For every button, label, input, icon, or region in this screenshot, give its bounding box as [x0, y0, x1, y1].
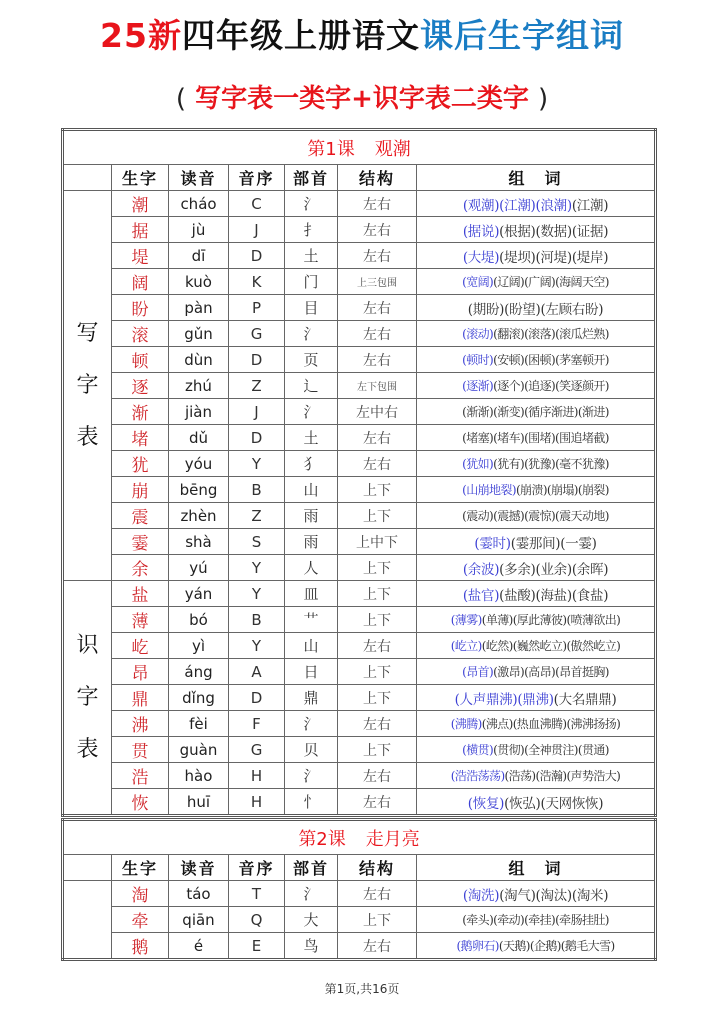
highlighted-words: (鹅卵石)	[456, 939, 499, 953]
pinyin: pàn	[169, 295, 229, 321]
words: (贯彻)(全神贯注)(贯通)	[493, 743, 609, 757]
phonetic-order: J	[229, 217, 285, 243]
lesson-title-row	[63, 130, 656, 165]
word-group	[417, 503, 656, 529]
structure: 上下	[338, 685, 417, 711]
radical: 日	[285, 659, 338, 685]
structure: 上下	[338, 659, 417, 685]
new-character: 阔	[112, 269, 169, 295]
words: (堵塞)(堵车)(围堵)(围追堵截)	[462, 431, 609, 445]
group-label-char: 写	[76, 320, 99, 346]
radical: 氵	[285, 763, 338, 789]
highlighted-words: (霎时)	[474, 535, 511, 552]
highlighted-words: (昂首)	[462, 665, 494, 679]
new-character: 据	[112, 217, 169, 243]
words: (屹然)(巍然屹立)(傲然屹立)	[481, 639, 621, 653]
radical: 雨	[285, 503, 338, 529]
new-character: 屹	[112, 633, 169, 659]
word-group	[417, 581, 656, 607]
radical: 山	[285, 477, 338, 503]
structure: 左右	[338, 633, 417, 659]
phonetic-order: K	[229, 269, 285, 295]
table-row	[63, 477, 656, 503]
table-row	[63, 347, 656, 373]
table-row	[63, 321, 656, 347]
structure: 左右	[338, 789, 417, 816]
new-character: 犹	[112, 451, 169, 477]
highlighted-words: (薄雾)	[450, 613, 482, 627]
pinyin: bēng	[169, 477, 229, 503]
pinyin: jiàn	[169, 399, 229, 425]
words: (翻滚)(滚落)(滚瓜烂熟)	[493, 327, 609, 341]
structure: 左右	[338, 881, 417, 907]
structure: 上下	[338, 503, 417, 529]
phonetic-order: H	[229, 763, 285, 789]
radical: 页	[285, 347, 338, 373]
structure: 左右	[338, 321, 417, 347]
words: (崩溃)(崩塌)(崩裂)	[515, 483, 609, 497]
table-row	[63, 503, 656, 529]
title-topic: 课后生字组词	[419, 16, 624, 55]
phonetic-order: Q	[229, 907, 285, 933]
structure: 左右	[338, 711, 417, 737]
subtitle-text: 写字表一类字+识字表二类字	[195, 84, 529, 114]
phonetic-order: D	[229, 425, 285, 451]
highlighted-words: (山崩地裂)	[462, 483, 516, 497]
radical: 大	[285, 907, 338, 933]
pinyin: dǔ	[169, 425, 229, 451]
structure: 上三包围	[338, 269, 417, 295]
phonetic-order: Y	[229, 633, 285, 659]
structure: 上下	[338, 581, 417, 607]
highlighted-words: (宽阔)	[462, 275, 494, 289]
words: (堤坝)(河堤)(堤岸)	[499, 249, 609, 266]
radical: 忄	[285, 789, 338, 816]
radical: 土	[285, 425, 338, 451]
highlighted-words: (淘洗)	[462, 887, 500, 904]
words: (牵头)(牵动)(牵挂)(牵肠挂肚)	[462, 913, 609, 927]
phonetic-order: G	[229, 737, 285, 763]
pinyin: yì	[169, 633, 229, 659]
column-header: 生字	[112, 855, 169, 881]
new-character: 牵	[112, 907, 169, 933]
structure: 左下包围	[338, 373, 417, 399]
phonetic-order: Y	[229, 581, 285, 607]
title-year: 25新	[100, 16, 182, 55]
lesson-number: 第2课	[298, 828, 346, 850]
structure: 上下	[338, 555, 417, 581]
radical: 氵	[285, 711, 338, 737]
highlighted-words: (顿时)	[462, 353, 494, 367]
pinyin: é	[169, 933, 229, 960]
phonetic-order: Y	[229, 555, 285, 581]
new-character: 潮	[112, 191, 169, 217]
word-group	[417, 555, 656, 581]
new-character: 盐	[112, 581, 169, 607]
words: (逐个)(追逐)(笑逐颜开)	[493, 379, 609, 393]
lesson-title	[63, 820, 656, 855]
word-group	[417, 425, 656, 451]
radical: 犭	[285, 451, 338, 477]
pinyin: dī	[169, 243, 229, 269]
column-header: 音序	[229, 855, 285, 881]
phonetic-order: H	[229, 789, 285, 816]
table-row	[63, 789, 656, 816]
phonetic-order: T	[229, 881, 285, 907]
column-header-row	[63, 855, 656, 881]
column-header: 结构	[338, 855, 417, 881]
table-row	[63, 763, 656, 789]
phonetic-order: J	[229, 399, 285, 425]
word-group	[417, 373, 656, 399]
phonetic-order: Z	[229, 373, 285, 399]
structure: 上下	[338, 907, 417, 933]
word-group	[417, 737, 656, 763]
radical: 氵	[285, 881, 338, 907]
word-group	[417, 907, 656, 933]
table-row	[63, 933, 656, 960]
new-character: 沸	[112, 711, 169, 737]
lesson-name: 走月亮	[365, 828, 420, 850]
words: (辽阔)(广阔)(海阔天空)	[493, 275, 609, 289]
word-group	[417, 191, 656, 217]
words: (渐渐)(渐变)(循序渐进)(渐进)	[462, 405, 609, 419]
words: (根据)(数据)(证据)	[499, 223, 609, 240]
phonetic-order: D	[229, 685, 285, 711]
table-row	[63, 555, 656, 581]
word-group	[417, 607, 656, 633]
radical: 艹	[285, 607, 338, 633]
radical: 门	[285, 269, 338, 295]
word-group	[417, 881, 656, 907]
word-group	[417, 217, 656, 243]
highlighted-words: (人声鼎沸)(鼎沸)	[454, 691, 554, 708]
pinyin: qiān	[169, 907, 229, 933]
phonetic-order: D	[229, 347, 285, 373]
pinyin: guàn	[169, 737, 229, 763]
column-header: 读音	[169, 855, 229, 881]
column-header-group	[63, 855, 112, 881]
new-character: 恢	[112, 789, 169, 816]
words: (恢弘)(天网恢恢)	[504, 795, 604, 812]
new-character: 余	[112, 555, 169, 581]
structure: 左右	[338, 451, 417, 477]
structure: 上中下	[338, 529, 417, 555]
phonetic-order: B	[229, 477, 285, 503]
word-group	[417, 685, 656, 711]
new-character: 逐	[112, 373, 169, 399]
structure: 左右	[338, 243, 417, 269]
word-group	[417, 477, 656, 503]
column-header: 组 词	[417, 855, 656, 881]
pinyin: táo	[169, 881, 229, 907]
word-group	[417, 243, 656, 269]
word-group	[417, 633, 656, 659]
highlighted-words: (犹如)	[462, 457, 494, 471]
structure: 左右	[338, 347, 417, 373]
table-row	[63, 191, 656, 217]
highlighted-words: (屹立)	[450, 639, 482, 653]
phonetic-order: P	[229, 295, 285, 321]
phonetic-order: Y	[229, 451, 285, 477]
group-label-char: 表	[76, 424, 99, 450]
radical: 鸟	[285, 933, 338, 960]
word-group	[417, 399, 656, 425]
radical: 氵	[285, 399, 338, 425]
structure: 上下	[338, 607, 417, 633]
structure: 左右	[338, 933, 417, 960]
table-row	[63, 529, 656, 555]
word-group	[417, 347, 656, 373]
pinyin: dùn	[169, 347, 229, 373]
word-group	[417, 269, 656, 295]
pinyin: huī	[169, 789, 229, 816]
radical: 皿	[285, 581, 338, 607]
table-row	[63, 881, 656, 907]
pinyin: yú	[169, 555, 229, 581]
table-row	[63, 451, 656, 477]
subtitle-close-paren: )	[537, 84, 549, 114]
page-subtitle	[0, 80, 724, 118]
structure: 左右	[338, 295, 417, 321]
highlighted-words: (横贯)	[462, 743, 494, 757]
table-row	[63, 295, 656, 321]
highlighted-words: (逐渐)	[462, 379, 494, 393]
column-header-row	[63, 165, 656, 191]
pinyin: gǔn	[169, 321, 229, 347]
new-character: 鼎	[112, 685, 169, 711]
group-label-char: 字	[76, 684, 99, 710]
radical: 山	[285, 633, 338, 659]
phonetic-order: C	[229, 191, 285, 217]
table-row	[63, 581, 656, 607]
pinyin: yóu	[169, 451, 229, 477]
phonetic-order: D	[229, 243, 285, 269]
structure: 左右	[338, 763, 417, 789]
column-header: 生字	[112, 165, 169, 191]
highlighted-words: (滚动)	[462, 327, 494, 341]
table-row	[63, 217, 656, 243]
group-label	[63, 191, 112, 581]
words: (沸点)(热血沸腾)(沸沸扬扬)	[481, 717, 621, 731]
words: (多余)(业余)(余晖)	[499, 561, 609, 578]
structure: 左中右	[338, 399, 417, 425]
word-group	[417, 933, 656, 960]
lesson-number: 第1课	[307, 138, 355, 160]
highlighted-words: (浩浩荡荡)	[450, 769, 505, 783]
new-character: 顿	[112, 347, 169, 373]
lesson-title	[63, 130, 656, 165]
highlighted-words: (观潮)(江潮)(浪潮)	[462, 197, 572, 214]
pinyin: áng	[169, 659, 229, 685]
new-character: 贯	[112, 737, 169, 763]
group-label-char: 字	[76, 372, 99, 398]
lesson-name: 观潮	[374, 138, 411, 160]
radical: 氵	[285, 191, 338, 217]
pinyin: dǐng	[169, 685, 229, 711]
lesson-table-2	[61, 818, 657, 961]
highlighted-words: (恢复)	[467, 795, 505, 812]
page-number: 第1页,共16页	[324, 982, 400, 996]
group-label-char: 表	[76, 736, 99, 762]
column-header: 读音	[169, 165, 229, 191]
word-group	[417, 711, 656, 737]
table-row	[63, 907, 656, 933]
phonetic-order: Z	[229, 503, 285, 529]
highlighted-words: (大堤)	[462, 249, 500, 266]
radical: 贝	[285, 737, 338, 763]
structure: 上下	[338, 477, 417, 503]
radical: 扌	[285, 217, 338, 243]
new-character: 堵	[112, 425, 169, 451]
pinyin: zhú	[169, 373, 229, 399]
word-group	[417, 789, 656, 816]
pinyin: jù	[169, 217, 229, 243]
highlighted-words: (余波)	[462, 561, 500, 578]
words: (淘气)(淘汰)(淘米)	[499, 887, 609, 904]
highlighted-words: (沸腾)	[450, 717, 482, 731]
words: (天鹅)(企鹅)(鹅毛大雪)	[498, 939, 615, 953]
new-character: 渐	[112, 399, 169, 425]
table-row	[63, 243, 656, 269]
table-row	[63, 737, 656, 763]
pinyin: hào	[169, 763, 229, 789]
table-row	[63, 685, 656, 711]
table-row	[63, 711, 656, 737]
lesson-table-1	[61, 128, 657, 817]
pinyin: bó	[169, 607, 229, 633]
table-row	[63, 633, 656, 659]
new-character: 霎	[112, 529, 169, 555]
group-label-char: 识	[76, 632, 99, 658]
radical: 氵	[285, 321, 338, 347]
new-character: 崩	[112, 477, 169, 503]
word-group	[417, 451, 656, 477]
pinyin: zhèn	[169, 503, 229, 529]
lesson-title-row	[63, 820, 656, 855]
new-character: 震	[112, 503, 169, 529]
new-character: 昂	[112, 659, 169, 685]
title-grade: 四年级上册语文	[181, 16, 420, 55]
radical: 鼎	[285, 685, 338, 711]
phonetic-order: E	[229, 933, 285, 960]
new-character: 滚	[112, 321, 169, 347]
radical: 雨	[285, 529, 338, 555]
column-header: 结构	[338, 165, 417, 191]
phonetic-order: F	[229, 711, 285, 737]
structure: 上下	[338, 737, 417, 763]
words: (单薄)(厚此薄彼)(喷薄欲出)	[481, 613, 621, 627]
phonetic-order: A	[229, 659, 285, 685]
pinyin: cháo	[169, 191, 229, 217]
radical: 辶	[285, 373, 338, 399]
page-title	[0, 14, 724, 58]
table-row	[63, 373, 656, 399]
column-header: 部首	[285, 165, 338, 191]
radical: 目	[285, 295, 338, 321]
word-group	[417, 763, 656, 789]
column-header: 音序	[229, 165, 285, 191]
structure: 左右	[338, 217, 417, 243]
radical: 土	[285, 243, 338, 269]
structure: 左右	[338, 425, 417, 451]
words: (安顿)(困顿)(茅塞顿开)	[493, 353, 609, 367]
new-character: 鹅	[112, 933, 169, 960]
phonetic-order: B	[229, 607, 285, 633]
table-row	[63, 399, 656, 425]
table-row	[63, 607, 656, 633]
pinyin: shà	[169, 529, 229, 555]
structure: 左右	[338, 191, 417, 217]
table-row	[63, 425, 656, 451]
column-header: 部首	[285, 855, 338, 881]
pinyin: fèi	[169, 711, 229, 737]
new-character: 浩	[112, 763, 169, 789]
pinyin: yán	[169, 581, 229, 607]
column-header: 组 词	[417, 165, 656, 191]
radical: 人	[285, 555, 338, 581]
words: (江潮)	[571, 197, 609, 214]
words: (期盼)(盼望)(左顾右盼)	[467, 301, 604, 318]
words: (浩荡)(浩瀚)(声势浩大)	[504, 769, 621, 783]
words: (犹有)(犹豫)(毫不犹豫)	[493, 457, 609, 471]
pinyin: kuò	[169, 269, 229, 295]
column-header-group	[63, 165, 112, 191]
new-character: 堤	[112, 243, 169, 269]
words: (震动)(震撼)(震惊)(震天动地)	[462, 509, 609, 523]
table-row	[63, 659, 656, 685]
new-character: 薄	[112, 607, 169, 633]
new-character: 淘	[112, 881, 169, 907]
word-group	[417, 529, 656, 555]
word-group	[417, 295, 656, 321]
highlighted-words: (盐官)	[462, 587, 500, 604]
new-character: 盼	[112, 295, 169, 321]
subtitle-open-paren: (	[175, 84, 187, 114]
words: (激昂)(高昂)(昂首挺胸)	[493, 665, 609, 679]
word-group	[417, 321, 656, 347]
phonetic-order: S	[229, 529, 285, 555]
words: (大名鼎鼎)	[553, 691, 617, 708]
phonetic-order: G	[229, 321, 285, 347]
word-group	[417, 659, 656, 685]
words: (霎那间)(一霎)	[510, 535, 597, 552]
table-row	[63, 269, 656, 295]
highlighted-words: (据说)	[462, 223, 500, 240]
group-label	[63, 881, 112, 960]
words: (盐酸)(海盐)(食盐)	[499, 587, 609, 604]
group-label	[63, 581, 112, 816]
